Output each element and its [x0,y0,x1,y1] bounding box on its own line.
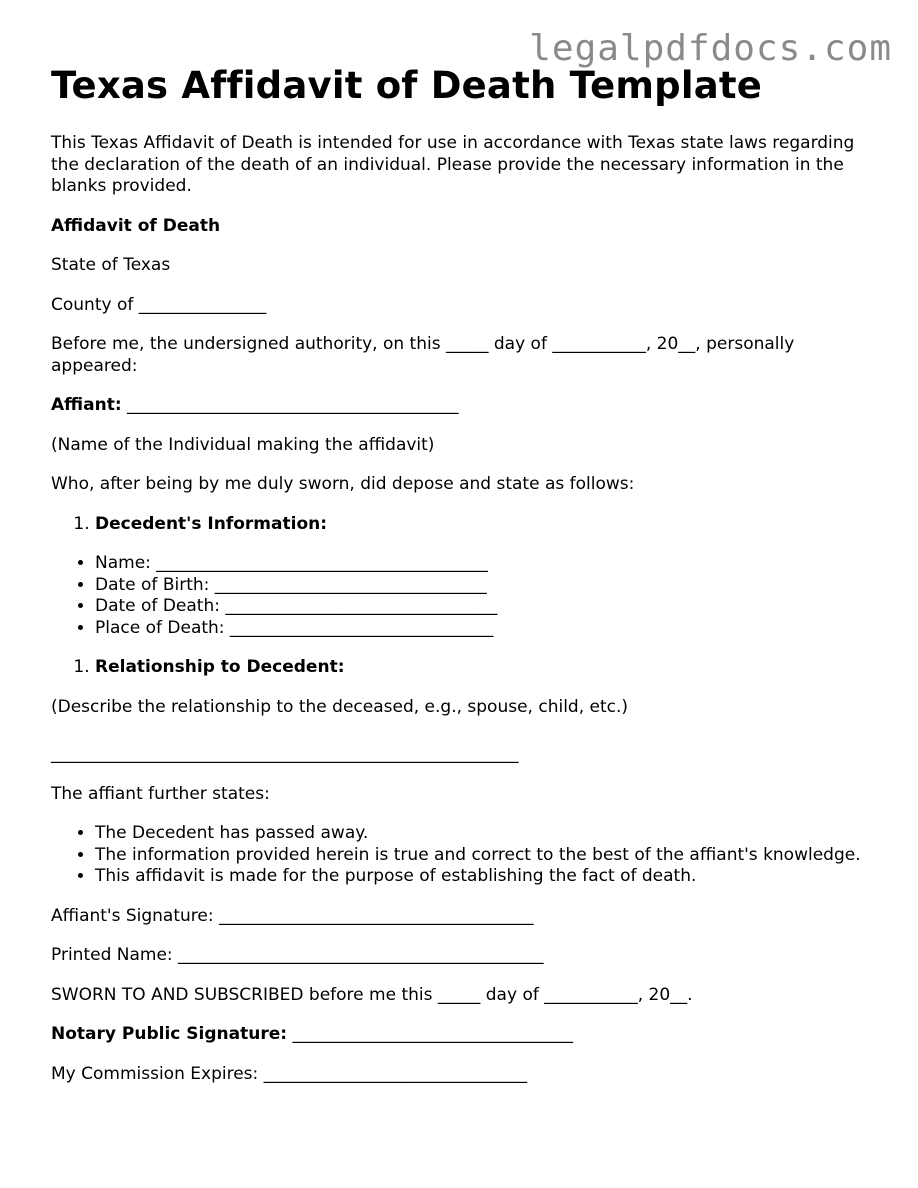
relationship-note: (Describe the relationship to the deceased, e.g., spouse, child, etc.) [51,696,629,717]
notary-blank: _________________________________ [292,1024,573,1044]
sworn-subscribed-line: SWORN TO AND SUBSCRIBED before me this _____ day of ___________, 20__. [51,984,693,1005]
further-states-item: • The Decedent has passed away. [95,823,871,845]
further-states-item: • The information provided herein is true and correct to the best of the affiant's knowledge. [95,845,871,867]
notary-label: Notary Public Signature: [51,1024,288,1044]
document-body [51,64,871,1103]
further-states-item: • This affidavit is made for the purpose of establishing the fact of death. [95,866,871,888]
affiant-signature-line: Affiant's Signature: _____________________________________ [51,905,534,926]
relationship-heading [95,657,871,679]
watermark: legalpdfdocs.com [529,28,892,69]
intro-paragraph: This Texas Affidavit of Death is intended for use in accordance with Texas state laws regarding the declaration of the death of an individual. Please provide the necessary information in the blanks provided. [51,133,855,196]
decedent-info-list [51,514,871,536]
decedent-info-heading-text: Decedent's Information: [95,513,328,534]
affiant-label: Affiant: [51,395,122,415]
commission-expires-line: My Commission Expires: _______________________________ [51,1063,528,1084]
notary-line [51,1024,871,1046]
sworn-intro: Who, after being by me duly sworn, did depose and state as follows: [51,474,635,494]
state-line: State of Texas [51,255,171,275]
decedent-info-items [51,553,871,639]
affiant-blank: _______________________________________ [127,395,459,415]
relationship-blank: _______________________________________________________ [51,744,519,764]
printed-name-line: Printed Name: ___________________________________________ [51,945,544,965]
county-line: County of _______________ [51,294,267,315]
decedent-name-item: • Name: _______________________________________ [95,553,871,575]
affiant-note: (Name of the Individual making the affidavit) [51,434,435,455]
decedent-birth-item: • Date of Birth: ________________________________ [95,575,871,597]
before-me-line: Before me, the undersigned authority, on this _____ day of ___________, 20__, personally appeared: [51,334,795,376]
decedent-death-place-item: • Place of Death: _______________________________ [95,618,871,640]
further-states-intro: The affiant further states: [51,783,270,804]
decedent-info-heading [95,514,871,536]
section-heading: Affidavit of Death [51,215,221,236]
document-title: Texas Affidavit of Death Template [51,64,763,107]
decedent-death-date-item: • Date of Death: ________________________________ [95,596,871,618]
further-states-list [51,823,871,888]
relationship-list [51,657,871,679]
affiant-line [51,395,871,417]
relationship-heading-text: Relationship to Decedent: [95,657,345,677]
